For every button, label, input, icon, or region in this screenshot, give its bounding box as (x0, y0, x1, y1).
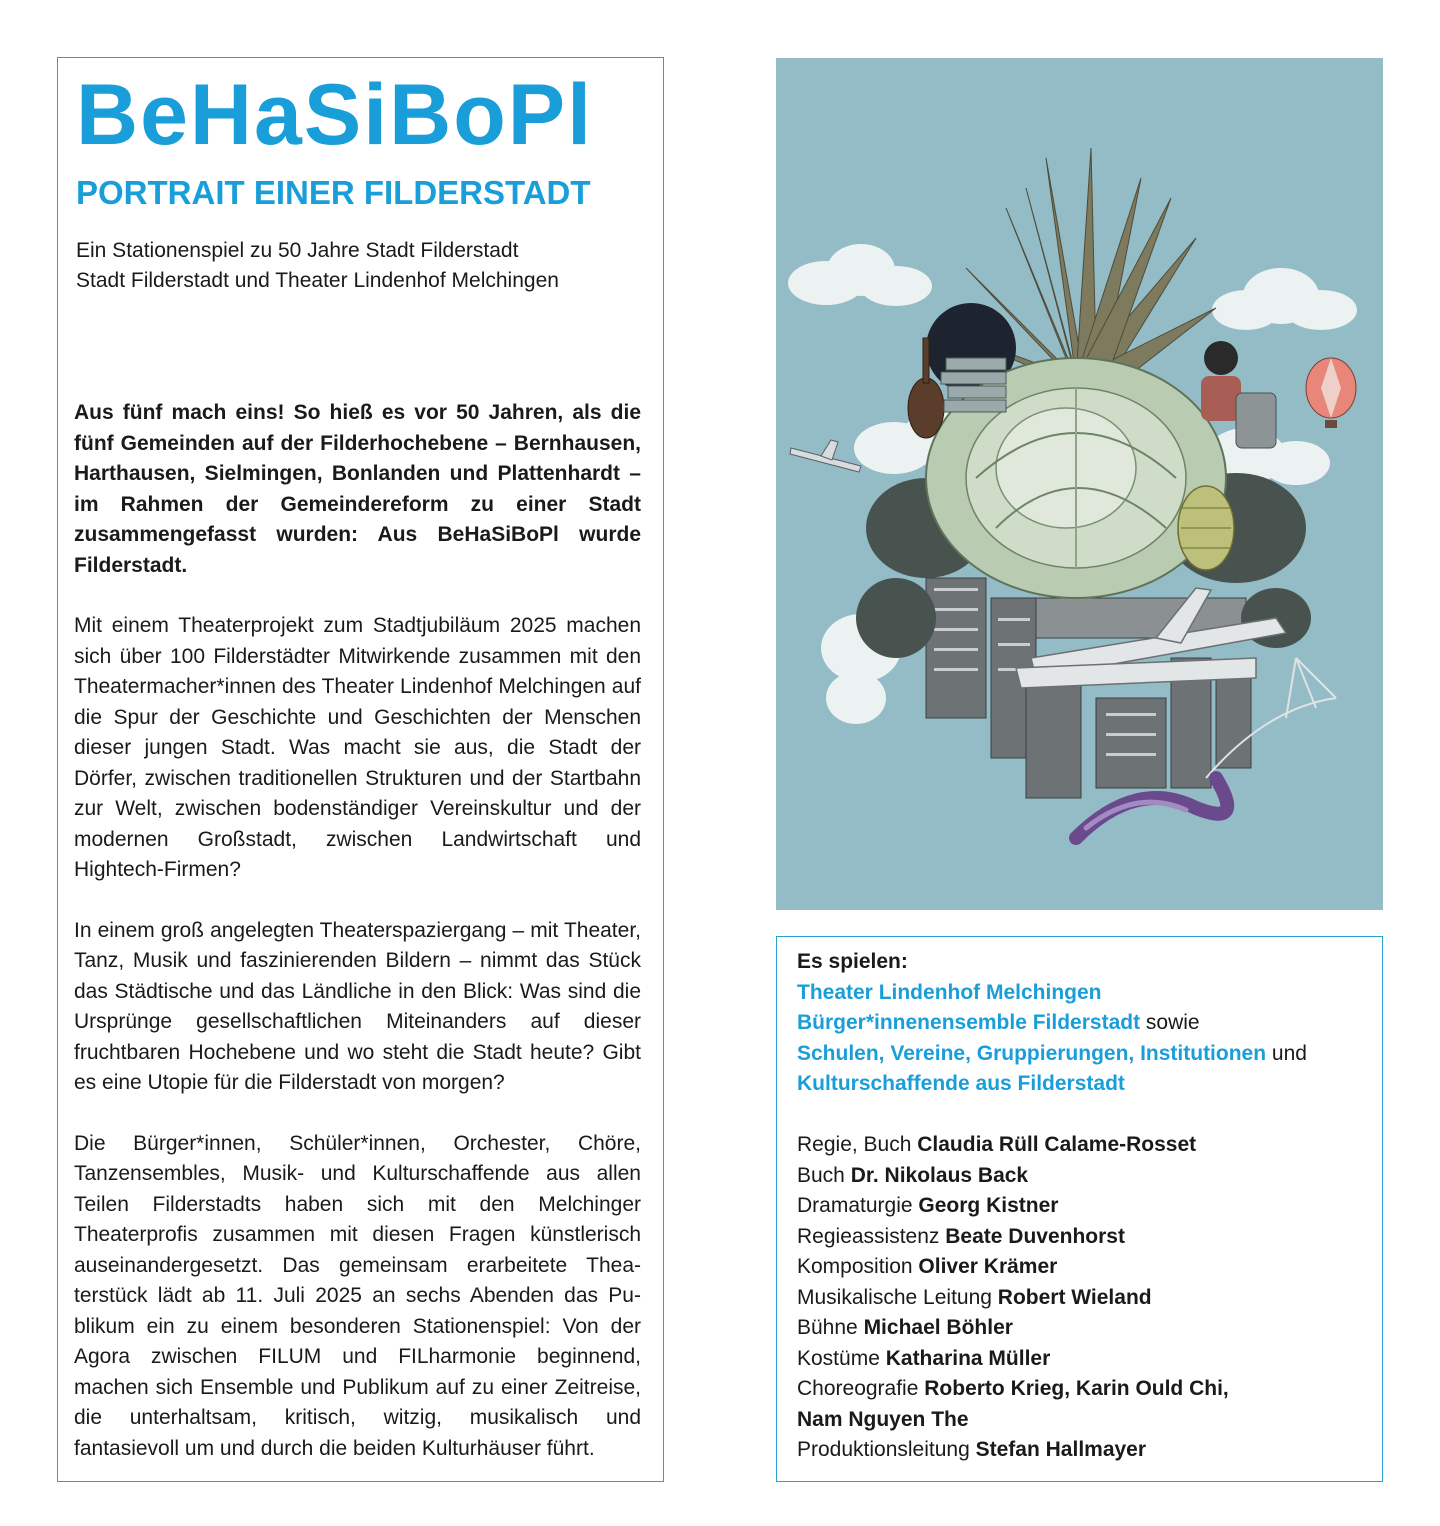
poster-illustration (776, 58, 1383, 910)
pineapple-icon (1178, 486, 1234, 570)
credit-row: Regieassistenz Beate Duvenhorst (797, 1224, 1125, 1248)
credit-row: Buch Dr. Nikolaus Back (797, 1163, 1029, 1187)
credit-row: Komposition Oliver Krämer (797, 1255, 1058, 1278)
credit-row: Musikalische Leitung Robert Wieland (797, 1285, 1152, 1309)
intro-block (76, 236, 646, 296)
intro-line: Stadt Filderstadt und Theater Lindenhof Melchingen (76, 269, 559, 292)
cast-line: Theater Lindenhof Melchingen (797, 980, 1102, 1004)
body-paragraph: Mit einem Theaterprojekt zum Stadtjubiläum 2025 machen sich über 100 Filderstädter Mitwirkende zusammen mit den Theatermacher*innen des Theater Lindenhof Melchingen auf die Spur der Geschichte und Geschichten der Menschen dieser jungen Stadt. Was macht sie aus, die Stadt der Dörfer, zwischen traditionellen Strukturen und der Startbahn zur Welt, zwischen bodenständiger Vereinskultur und der modernen Großstadt, zwischen Landwirtschaft und Hightech-Firmen? (74, 614, 641, 881)
cast-line: Schulen, Vereine, Gruppierungen, Institutionen und (797, 1041, 1307, 1065)
cast-line: Kulturschaffende aus Filderstadt (797, 1072, 1125, 1095)
hot-air-balloon-icon (1306, 358, 1356, 428)
body-paragraph: In einem groß angelegten Theaterspaziergang – mit Theater, Tanz, Musik und faszinierenden Bildern – nimmt das Stück das Städtische und das Ländliche in den Blick: Was sind die Ursprünge gesellschaftlichen Miteinanders auf dieser fruchtbaren Hochebene und wo steht die Stadt heute? Gibt es eine Utopie für die Filderstadt von morgen? (74, 918, 641, 1094)
credit-row: Choreografie Roberto Krieg, Karin Ould Chi, (797, 1377, 1229, 1400)
page-subtitle: PORTRAIT EINER FILDERSTADT (76, 174, 591, 211)
page-title: BeHaSiBoPl (76, 67, 594, 163)
lead-paragraph: Aus fünf mach eins! So hieß es vor 50 Jahren, als die fünf Gemeinden auf der Filderhochebene – Bernhausen, Harthausen, Sielmingen, Bonlanden und Plattenhardt – im Rahmen der Gemeindereform zu einer Stadt zusammengefasst wurden: Aus BeHaSiBoPl wurde Filderstadt. (74, 401, 641, 577)
cast-line: Bürger*innenensemble Filderstadt sowie (797, 1011, 1200, 1034)
credit-row: Produktionsleitung Stefan Hallmayer (797, 1438, 1147, 1461)
credit-row: Dramaturgie Georg Kistner (797, 1194, 1059, 1217)
body-text (74, 398, 641, 1494)
credits-panel (776, 936, 1383, 1482)
spacer (797, 1100, 1367, 1131)
credit-row: Kostüme Katharina Müller (797, 1346, 1051, 1370)
credit-row: Regie, Buch Claudia Rüll Calame-Rosset (797, 1133, 1197, 1156)
small-airplane-icon (790, 440, 861, 472)
cast-heading: Es spielen: (797, 950, 908, 973)
credits-list (797, 947, 1367, 1466)
info-panel (57, 57, 664, 1482)
credit-row: Bühne Michael Böhler (797, 1316, 1013, 1339)
credit-row: Nam Nguyen The (797, 1407, 969, 1431)
body-paragraph: Die Bürger*innen, Schüler*innen, Orchester, Chöre, Tanzensembles, Musik- und Kulturschaffende aus allen Teilen Filderstadts haben sich mit den Melchinger Theaterprofis zusammen mit diesen Fragen künstlerisch auseinandergesetzt. Das gemeinsam erarbeitete Theaterstück lädt ab 11. Juli 2025 an sechs Abenden das Publikum ein zu einem besonderen Stationenspiel: Von der Agora zwischen FILUM und FILharmonie beginnend, machen sich Ensemble und Publikum auf zu einer Zeitreise, die unterhaltsam, kritisch, witzig, musikalisch und fantasievoll um und durch die beiden Kulturhäuser führt. (74, 1131, 641, 1460)
intro-line: Ein Stationenspiel zu 50 Jahre Stadt Filderstadt (76, 239, 519, 262)
